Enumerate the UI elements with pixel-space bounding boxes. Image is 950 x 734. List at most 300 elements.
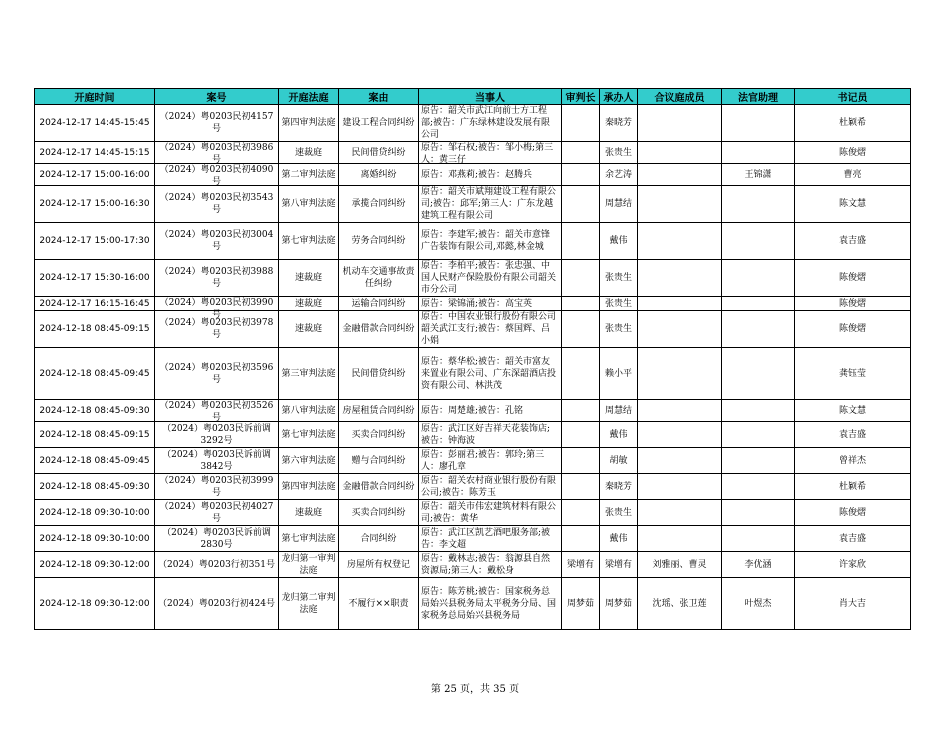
cell-case-number-text: （2024）粤0203民初3526号 (159, 401, 274, 423)
cell-judge-assistant-text: 王锦潇 (744, 169, 772, 180)
cell-reason-text: 房屋租赁合同纠纷 (342, 405, 415, 416)
cell-panel-members (638, 526, 722, 552)
cell-panel-members (638, 578, 722, 630)
cell-reason (339, 105, 419, 142)
table-row (35, 186, 911, 223)
cell-handler-text: 张贵生 (604, 507, 632, 518)
cell-parties (419, 348, 562, 400)
table-row (35, 400, 911, 422)
cell-parties (419, 297, 562, 311)
cell-time (35, 400, 155, 422)
cell-court (279, 142, 339, 164)
cell-case-number (155, 186, 279, 223)
cell-clerk (795, 142, 911, 164)
cell-panel-members (638, 311, 722, 348)
cell-court (279, 500, 339, 526)
cell-parties-text: 原告：武江区凯艺酒吧服务部;被告：李文超 (421, 527, 551, 550)
cell-clerk-text: 陈俊熠 (838, 324, 866, 334)
table-row (35, 260, 911, 297)
cell-court (279, 297, 339, 311)
cell-case-number (155, 260, 279, 297)
cell-court-text: 第四审判法庭 (281, 481, 336, 492)
cell-panel-members (638, 552, 722, 578)
cell-clerk-text: 袁吉盛 (838, 236, 866, 246)
cell-court-text: 速裁庭 (294, 147, 322, 158)
cell-judge-assistant (722, 500, 795, 526)
table-row (35, 348, 911, 400)
cell-clerk (795, 223, 911, 260)
cell-handler (600, 400, 638, 422)
cell-reason-text: 赠与合同纠纷 (351, 455, 406, 466)
table-row (35, 297, 911, 311)
cell-time (35, 142, 155, 164)
cell-panel-members (638, 223, 722, 260)
cell-panel-members (638, 500, 722, 526)
cell-panel-members (638, 260, 722, 297)
cell-case-number (155, 223, 279, 260)
cell-time (35, 223, 155, 260)
table-row (35, 500, 911, 526)
cell-parties (419, 422, 562, 448)
cell-time-text: 2024-12-17 14:45-15:15 (39, 147, 150, 158)
cell-panel-members (638, 297, 722, 311)
cell-clerk (795, 186, 911, 223)
cell-handler (600, 260, 638, 297)
cell-case-number (155, 348, 279, 400)
cell-time (35, 448, 155, 474)
cell-parties (419, 142, 562, 164)
cell-parties-text: 原告：韶关市斌翔建设工程有限公司;被告：邱军;第三人：广东龙越建筑工程有限公司 (421, 187, 557, 221)
cell-clerk-text: 袁吉盛 (838, 533, 866, 544)
cell-case-number-text: （2024）粤0203民诉前调3842号 (162, 449, 271, 472)
cell-judge-assistant (722, 260, 795, 297)
cell-reason-text: 离婚纠纷 (360, 169, 397, 180)
cell-parties (419, 260, 562, 297)
cell-court-text: 第六审判法庭 (281, 455, 336, 466)
cell-handler-text: 周梦茹 (604, 598, 632, 609)
cell-judge-assistant-text: 叶煜杰 (744, 598, 772, 609)
cell-case-number (155, 142, 279, 164)
cell-presiding-judge (562, 348, 600, 400)
cell-presiding-judge (562, 164, 600, 186)
cell-case-number (155, 500, 279, 526)
cell-parties-text: 原告：中国农业银行股份有限公司韶关武江支行;被告：蔡国辉、吕小娟 (421, 312, 557, 346)
table-body (35, 105, 911, 630)
cell-clerk (795, 474, 911, 500)
table-row (35, 311, 911, 348)
cell-case-number-text: （2024）粤0203民初3986号 (159, 143, 274, 165)
cell-clerk-text: 曹亮 (843, 169, 862, 180)
cell-case-number-text: （2024）粤0203民初3988号 (159, 267, 274, 289)
cell-time-text: 2024-12-17 14:45-15:45 (39, 118, 150, 128)
cell-time-text: 2024-12-18 09:30-12:00 (39, 598, 150, 609)
cell-court (279, 526, 339, 552)
cell-case-number-text: （2024）粤0203民初3978号 (159, 318, 274, 340)
cell-presiding-judge (562, 311, 600, 348)
cell-clerk (795, 526, 911, 552)
cell-clerk (795, 164, 911, 186)
cell-clerk-text: 袁吉盛 (838, 429, 866, 440)
cell-reason (339, 297, 419, 311)
cell-reason-text: 民间借贷纠纷 (351, 368, 406, 379)
cell-presiding-judge (562, 400, 600, 422)
cell-handler-text: 戴伟 (609, 533, 628, 544)
cell-court-text: 第二审判法庭 (281, 169, 336, 180)
table-row (35, 142, 911, 164)
cell-time-text: 2024-12-17 15:30-16:00 (39, 273, 150, 283)
cell-time-text: 2024-12-18 09:30-12:00 (39, 559, 150, 570)
cell-reason-text: 运输合同纠纷 (351, 298, 406, 309)
cell-clerk (795, 578, 911, 630)
cell-clerk-text: 杜颖希 (838, 118, 866, 128)
cell-parties (419, 448, 562, 474)
cell-handler (600, 348, 638, 400)
cell-case-number (155, 311, 279, 348)
cell-case-number-text: （2024）粤0203民诉前调2830号 (162, 527, 271, 550)
table-row (35, 552, 911, 578)
cell-parties-text: 原告：韶关市伟宏建筑材料有限公司;被告：黄华 (421, 501, 557, 524)
cell-clerk-text: 龚钰莹 (838, 368, 866, 379)
cell-presiding-judge (562, 448, 600, 474)
cell-judge-assistant (722, 105, 795, 142)
cell-time-text: 2024-12-17 15:00-17:30 (39, 236, 150, 246)
cell-parties (419, 105, 562, 142)
cell-case-number-text: （2024）粤0203民初3596号 (159, 362, 274, 385)
cell-court-text: 第四审判法庭 (281, 118, 336, 128)
cell-presiding-judge (562, 186, 600, 223)
cell-panel-members-text: 刘雅丽、曹灵 (652, 559, 707, 570)
cell-time-text: 2024-12-18 08:45-09:45 (39, 368, 150, 379)
cell-handler-text: 张贵生 (604, 324, 632, 334)
cell-handler (600, 422, 638, 448)
cell-reason-text: 买卖合同纠纷 (351, 429, 406, 440)
cell-presiding-judge (562, 105, 600, 142)
cell-clerk (795, 297, 911, 311)
cell-panel-members (638, 400, 722, 422)
cell-clerk (795, 105, 911, 142)
cell-court-text: 龙归第二审判法庭 (281, 592, 336, 615)
cell-parties-text: 原告：蔡华松;被告：韶关市富友来置业有限公司、广东深韶酒店投资有限公司、林洪茂 (421, 356, 557, 391)
cell-parties-text: 原告：戴林志;被告：翁源县自然资源局;第三人：戴松身 (421, 553, 551, 576)
cell-handler-text: 秦晓芳 (604, 481, 632, 492)
cell-handler (600, 105, 638, 142)
cell-reason (339, 223, 419, 260)
cell-clerk-text: 陈文慧 (838, 199, 866, 209)
cell-court-text: 速裁庭 (294, 324, 322, 334)
cell-court (279, 552, 339, 578)
cell-handler-text: 梁增有 (604, 559, 632, 570)
cell-case-number-text: （2024）粤0203行初351号 (158, 559, 275, 570)
cell-presiding-judge (562, 260, 600, 297)
cell-time (35, 186, 155, 223)
cell-time-text: 2024-12-18 08:45-09:45 (39, 455, 150, 466)
cell-judge-assistant (722, 348, 795, 400)
cell-handler-text: 周慧结 (604, 405, 632, 416)
cell-panel-members (638, 142, 722, 164)
cell-court-text: 第七审判法庭 (281, 429, 336, 440)
cell-reason (339, 164, 419, 186)
cell-presiding-judge-text: 梁增有 (566, 559, 594, 570)
cell-handler (600, 578, 638, 630)
cell-handler-text: 戴伟 (609, 429, 628, 440)
cell-judge-assistant (722, 552, 795, 578)
header-parties: 当事人 (419, 89, 562, 105)
cell-presiding-judge (562, 223, 600, 260)
cell-parties (419, 526, 562, 552)
cell-time (35, 578, 155, 630)
cell-judge-assistant (722, 400, 795, 422)
cell-handler-text: 胡敏 (609, 455, 628, 466)
cell-judge-assistant (722, 422, 795, 448)
cell-clerk-text: 陈文慧 (838, 405, 866, 416)
cell-time (35, 422, 155, 448)
cell-court (279, 260, 339, 297)
cell-court (279, 105, 339, 142)
cell-parties (419, 552, 562, 578)
cell-parties-text: 原告：韶关市武江向前士方工程部;被告：广东绿林建设发展有限公司 (421, 106, 551, 140)
cell-reason-text: 劳务合同纠纷 (351, 236, 406, 246)
cell-case-number (155, 578, 279, 630)
cell-parties-text: 原告：邓燕莉;被告：赵腾兵 (421, 169, 533, 180)
cell-time (35, 474, 155, 500)
cell-time-text: 2024-12-17 15:00-16:00 (39, 169, 150, 180)
cell-time (35, 348, 155, 400)
cell-clerk (795, 552, 911, 578)
cell-handler (600, 297, 638, 311)
cell-reason (339, 552, 419, 578)
table-row (35, 474, 911, 500)
cell-handler-text: 周慧结 (604, 199, 632, 209)
cell-reason-text: 金融借款合同纠纷 (342, 324, 415, 334)
cell-time-text: 2024-12-18 08:45-09:30 (39, 405, 150, 416)
cell-case-number-text: （2024）粤0203民初4157号 (159, 112, 274, 134)
cell-court (279, 474, 339, 500)
cell-panel-members-text: 沈瑶、张卫莲 (652, 598, 707, 609)
cell-case-number (155, 474, 279, 500)
cell-clerk (795, 348, 911, 400)
cell-judge-assistant (722, 526, 795, 552)
cell-court-text: 第七审判法庭 (281, 533, 336, 544)
cell-handler-text: 余艺涛 (604, 169, 632, 180)
header-panel-members: 合议庭成员 (638, 89, 722, 105)
cell-court (279, 164, 339, 186)
cell-reason (339, 400, 419, 422)
cell-time (35, 164, 155, 186)
cell-presiding-judge (562, 297, 600, 311)
cell-case-number-text: （2024）粤0203民初3990号 (159, 298, 274, 320)
cell-parties (419, 500, 562, 526)
cell-case-number (155, 552, 279, 578)
cell-handler (600, 311, 638, 348)
cell-clerk (795, 260, 911, 297)
cell-handler-text: 张贵生 (604, 273, 632, 283)
cell-court (279, 448, 339, 474)
cell-case-number (155, 400, 279, 422)
cell-reason-text: 金融借款合同纠纷 (342, 481, 415, 492)
cell-clerk (795, 448, 911, 474)
cell-clerk-text: 曾祥杰 (838, 455, 866, 466)
cell-court (279, 311, 339, 348)
cell-handler-text: 张贵生 (604, 147, 632, 158)
cell-parties-text: 原告：梁锦涌;被告：高宝英 (421, 298, 533, 309)
cell-reason (339, 474, 419, 500)
cell-case-number-text: （2024）粤0203民初4027号 (159, 501, 274, 524)
cell-panel-members (638, 348, 722, 400)
cell-handler (600, 474, 638, 500)
cell-court-text: 第七审判法庭 (281, 236, 336, 246)
cell-parties-text: 原告：彭丽君;被告：郭玲;第三人：廖孔章 (421, 449, 545, 472)
cell-court (279, 578, 339, 630)
cell-case-number-text: （2024）粤0203民诉前调3292号 (162, 423, 271, 446)
cell-handler-text: 戴伟 (609, 236, 628, 246)
cell-court-text: 第三审判法庭 (281, 368, 336, 379)
cell-panel-members (638, 105, 722, 142)
cell-judge-assistant (722, 297, 795, 311)
cell-judge-assistant-text: 李优涵 (744, 559, 772, 570)
cell-handler-text: 张贵生 (604, 298, 632, 309)
cell-case-number-text: （2024）粤0203民初3543号 (159, 193, 274, 215)
cell-parties (419, 311, 562, 348)
cell-clerk-text: 陈俊熠 (838, 507, 866, 518)
page-footer: 第 25 页，共 35 页 (430, 684, 520, 695)
cell-case-number-text: （2024）粤0203民初4090号 (159, 165, 274, 187)
cell-time (35, 500, 155, 526)
cell-time-text: 2024-12-17 16:15-16:45 (39, 298, 150, 309)
cell-parties (419, 474, 562, 500)
cell-clerk (795, 422, 911, 448)
cell-court (279, 223, 339, 260)
cell-court-text: 速裁庭 (294, 273, 322, 283)
cell-parties (419, 400, 562, 422)
cell-judge-assistant (722, 448, 795, 474)
cell-case-number (155, 297, 279, 320)
cell-time (35, 526, 155, 552)
cell-reason (339, 448, 419, 474)
cell-clerk-text: 许家欣 (838, 559, 866, 570)
cell-court (279, 186, 339, 223)
hearing-schedule-table (34, 88, 911, 630)
cell-presiding-judge (562, 552, 600, 578)
cell-panel-members (638, 186, 722, 223)
cell-handler (600, 164, 638, 186)
cell-court-text: 第八审判法庭 (281, 199, 336, 209)
cell-parties (419, 223, 562, 260)
cell-presiding-judge (562, 474, 600, 500)
table-row (35, 578, 911, 630)
cell-parties-text: 原告：周楚雄;被告：孔铭 (421, 405, 524, 416)
cell-case-number (155, 422, 279, 448)
cell-handler-text: 秦晓芳 (604, 118, 632, 128)
cell-handler (600, 186, 638, 223)
header-reason: 案由 (339, 89, 419, 105)
cell-parties (419, 164, 562, 186)
cell-handler-text: 赖小平 (604, 368, 632, 379)
cell-parties-text: 原告：李柏平;被告：张忠强、中国人民财产保险股份有限公司韶关市分公司 (421, 261, 557, 295)
cell-time-text: 2024-12-18 08:45-09:30 (39, 481, 150, 492)
cell-reason (339, 260, 419, 297)
cell-clerk (795, 400, 911, 422)
cell-court-text: 速裁庭 (294, 507, 322, 518)
cell-time (35, 311, 155, 348)
cell-handler (600, 142, 638, 164)
cell-judge-assistant (722, 578, 795, 630)
cell-parties (419, 578, 562, 630)
cell-judge-assistant (722, 164, 795, 186)
cell-judge-assistant (722, 223, 795, 260)
table-row (35, 105, 911, 142)
cell-reason-text: 合同纠纷 (360, 533, 397, 544)
cell-court (279, 422, 339, 448)
cell-judge-assistant (722, 474, 795, 500)
cell-presiding-judge (562, 142, 600, 164)
cell-time-text: 2024-12-18 08:45-09:15 (39, 324, 150, 334)
cell-clerk-text: 陈俊熠 (838, 147, 866, 158)
cell-reason-text: 机动车交通事故责任纠纷 (342, 267, 415, 289)
cell-reason-text: 承揽合同纠纷 (351, 199, 406, 209)
cell-case-number-text: （2024）粤0203民初3004号 (159, 230, 274, 252)
cell-panel-members (638, 448, 722, 474)
cell-case-number (155, 526, 279, 552)
cell-reason (339, 500, 419, 526)
cell-presiding-judge-text: 周梦茹 (566, 598, 594, 609)
cell-clerk (795, 311, 911, 348)
cell-time-text: 2024-12-18 09:30-10:00 (39, 507, 150, 518)
cell-parties-text: 原告：陈芳桃;被告：国家税务总局始兴县税务局太平税务分局、国家税务总局始兴县税务局 (421, 586, 557, 621)
cell-presiding-judge (562, 526, 600, 552)
table-row (35, 223, 911, 260)
table-row (35, 422, 911, 448)
cell-court (279, 348, 339, 400)
cell-court-text: 速裁庭 (294, 298, 322, 309)
cell-case-number (155, 164, 279, 186)
cell-case-number (155, 105, 279, 142)
cell-parties-text: 原告：李建军;被告：韶关市意锋广告装饰有限公司,邓懿,林金城 (421, 230, 551, 252)
header-court: 开庭法庭 (279, 89, 339, 105)
cell-case-number-text: （2024）粤0203行初424号 (158, 598, 275, 609)
cell-presiding-judge (562, 578, 600, 630)
cell-time (35, 105, 155, 142)
header-time: 开庭时间 (35, 89, 155, 105)
header-presiding-judge: 审判长 (562, 89, 600, 105)
cell-reason-text: 建设工程合同纠纷 (342, 118, 415, 128)
cell-clerk-text: 陈俊熠 (838, 273, 866, 283)
table-row (35, 448, 911, 474)
cell-reason (339, 142, 419, 164)
header-handler: 承办人 (600, 89, 638, 105)
cell-handler (600, 526, 638, 552)
cell-judge-assistant (722, 186, 795, 223)
table-header-row (35, 89, 911, 105)
cell-handler (600, 552, 638, 578)
cell-parties (419, 186, 562, 223)
cell-panel-members (638, 164, 722, 186)
cell-handler (600, 500, 638, 526)
cell-reason (339, 348, 419, 400)
cell-parties-text: 原告：武江区好吉祥天花装饰店;被告：钟海波 (421, 423, 551, 446)
cell-court (279, 400, 339, 422)
cell-reason-text: 不履行××职责 (348, 598, 409, 609)
cell-time (35, 260, 155, 297)
cell-case-number (155, 448, 279, 474)
cell-clerk (795, 500, 911, 526)
table-row (35, 164, 911, 186)
cell-court-text: 第八审判法庭 (281, 405, 336, 416)
header-clerk: 书记员 (795, 89, 911, 105)
cell-time-text: 2024-12-17 15:00-16:30 (39, 199, 150, 209)
cell-reason (339, 526, 419, 552)
cell-reason (339, 186, 419, 223)
cell-clerk-text: 陈俊熠 (838, 298, 866, 309)
